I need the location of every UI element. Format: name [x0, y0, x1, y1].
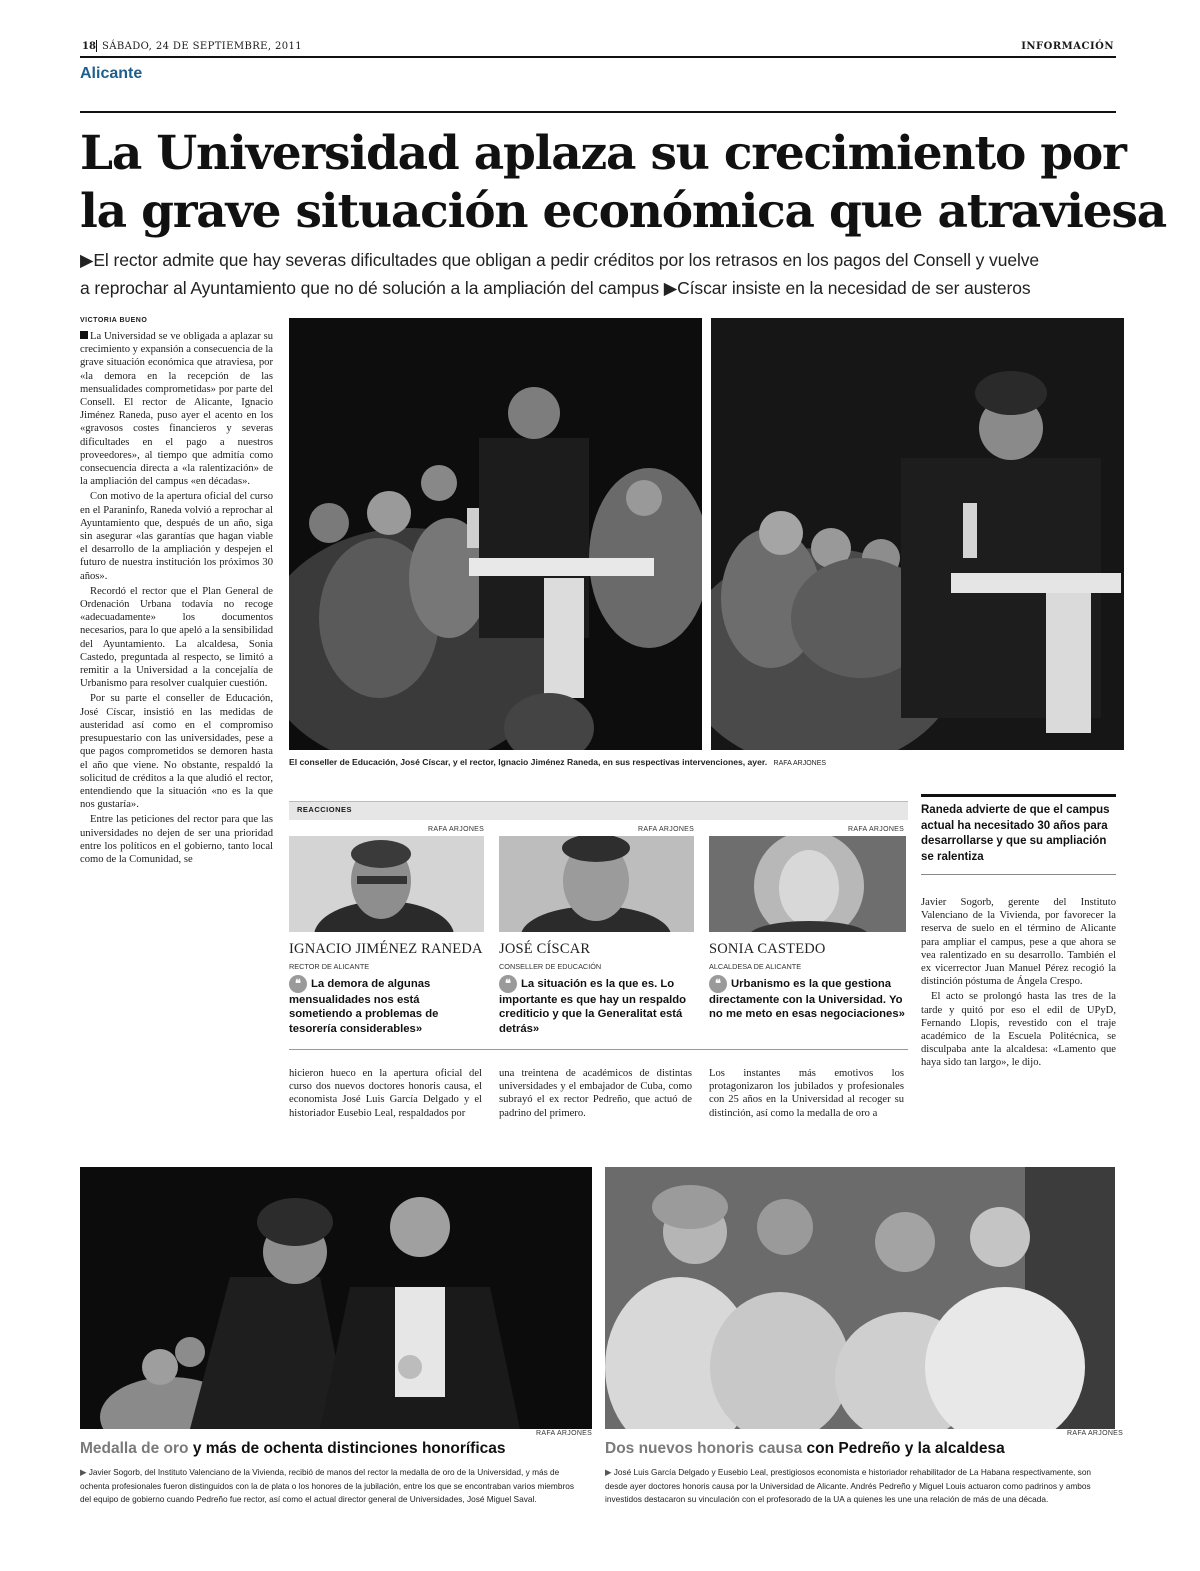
highlight-bottom-rule — [921, 874, 1116, 875]
highlight-top-rule — [921, 794, 1116, 797]
reaction-role: RECTOR DE ALICANTE — [289, 962, 370, 971]
newspaper-name: INFORMACIÓN — [1021, 41, 1114, 52]
reaction-name: IGNACIO JIMÉNEZ RANEDA — [289, 941, 483, 957]
issue-date: SÁBADO, 24 DE SEPTIEMBRE, 2011 — [102, 41, 303, 52]
paragraph: Entre las peticiones del rector para que las universidades no dejen de ser una prioridad entre los políticos en el gobierno, tanto local como de la Comunidad, se — [80, 814, 273, 865]
header-divider-tick — [96, 40, 97, 52]
column-3-text: una treintena de académicos de distintas universidades y el embajador de Cuba, como subrayó el ex rector Pedreño, que actuó de padrino del primero. — [499, 1068, 692, 1119]
photo-credit: RAFA ARJONES — [773, 760, 827, 767]
photo-rector-podium — [711, 318, 1124, 750]
quote-text: Urbanismo es la que gestiona directamente con la Universidad. Yo no me meto en esas negociaciones» — [709, 977, 905, 1021]
reaction-photo-credit: RAFA ARJONES — [638, 826, 695, 833]
caption-body: Javier Sogorb, del Instituto Valenciano de la Vivienda, recibió de manos del rector la medalla de oro de la Universidad, y más de ochenta profesionales fueron distinguidos con la de plata o los honores de la jubilación, entre los que se encontraban varios miembros del equipo de gobierno cuando Pedreño fue rector, así como el actual director general de Universidades, José Miguel Saval. — [80, 1467, 574, 1504]
section-label: Alicante — [80, 65, 143, 82]
quote-mark-icon: ❝ — [709, 975, 727, 993]
right-triangle-icon: ▶ — [663, 278, 678, 298]
bottom-photo-credit: RAFA ARJONES — [536, 1430, 593, 1437]
reaction-role: CONSELLER DE EDUCACIÓN — [499, 962, 602, 971]
right-triangle-icon: ▶ — [605, 1467, 612, 1477]
column-2-text: hicieron hueco en la apertura oficial del curso dos nuevos doctores honoris causa, el economista José Luis García Delgado y el historiador Eusebio Leal, respaldados por — [289, 1068, 482, 1119]
reaction-photo-credit: RAFA ARJONES — [428, 826, 485, 833]
quote-mark-icon: ❝ — [289, 975, 307, 993]
highlight-quote: Raneda advierte de que el campus actual ha necesitado 30 años para desarrollarse y que su ampliación se ralentiza — [921, 804, 1110, 863]
bottom-caption-title — [605, 1440, 1005, 1458]
subhead-line-1 — [80, 250, 1039, 271]
reaction-role: ALCALDESA DE ALICANTE — [709, 962, 802, 971]
reactions-bar — [289, 801, 908, 820]
paragraph: Por su parte el conseller de Educación, José Císcar, insistió en las medidas de austeridad así como en el compromiso presupuestario con las universidades, pese a que pagos comprometidos se demoren hasta el año que viene. No obstante, respaldó la solicitud de créditos a la que aludió el rector, entendiendo que la situación «no es la que nos gustaría». — [80, 693, 273, 811]
column-4-text: Los instantes más emotivos los protagonizaron los jubilados y profesionales con 25 años en la Universidad al recoger su distinción, así como la medalla de oro a — [709, 1068, 904, 1119]
right-triangle-icon: ▶ — [80, 1467, 87, 1477]
caption-body: José Luis García Delgado y Eusebio Leal, prestigiosos economista e historiador rehabilitador de La Habana respectivamente, son desde ayer doctores honoris causa por la Universidad de Alicante. Andrés Pedreño y Miguel Louis actuaron como padrinos y ambos investidos destacaron su vinculación con el profesorado de la UA a quienes les une una relación de más de una década. — [605, 1467, 1092, 1504]
paragraph: Recordó el rector que el Plan General de Ordenación Urbana todavía no recoge «adecuadamente» los documentos necesarios, para lo que apeló a la sensibilidad del Ayuntamiento. La alcaldesa, Sonia Castedo, preguntada al respecto, se limitó a remitir a la Universidad a la concejalía de Urbanismo para resolver cualquier cuestión. — [80, 585, 273, 690]
headline-line-2: la grave situación económica que atraviesa — [80, 184, 1166, 239]
reaction-photo-raneda — [289, 836, 484, 932]
photo-medal-ceremony — [80, 1167, 592, 1429]
reaction-photo-ciscar — [499, 836, 694, 932]
bottom-photo-credit: RAFA ARJONES — [1067, 1430, 1124, 1437]
bottom-caption-text — [80, 1466, 585, 1507]
reaction-name: JOSÉ CÍSCAR — [499, 941, 591, 957]
reaction-quote — [499, 975, 694, 1036]
caption-text: El conseller de Educación, José Císcar, y el rector, Ignacio Jiménez Raneda, en sus respectivas intervenciones, ayer. — [289, 757, 768, 767]
page-number: 18 — [82, 41, 96, 52]
reaction-photo-credit: RAFA ARJONES — [848, 826, 905, 833]
reaction-quote — [709, 975, 906, 1022]
reactions-bottom-rule — [289, 1049, 908, 1050]
paragraph-start-square — [80, 331, 88, 339]
byline: VICTORIA BUENO — [80, 317, 148, 324]
caption-title-accent: Medalla de oro — [80, 1440, 189, 1457]
quote-text: La situación es la que es. Lo importante es que hay un respaldo crediticio y que la Generalitat está detrás» — [499, 977, 687, 1035]
paragraph: Con motivo de la apertura oficial del curso en el Paraninfo, Raneda volvió a reprochar al Ayuntamiento que, después de un año, siga sin asegurar «las garantías que hagan viable el desarrollo de la ampliación y despejen el futuro de nuestra institución los próximos 30 años». — [80, 491, 273, 582]
subhead-text-1: El rector admite que hay severas dificultades que obligan a pedir créditos por los retrasos en los pagos del Consell y vuelve — [93, 250, 1040, 270]
caption-title-accent: Dos nuevos honoris causa — [605, 1440, 803, 1457]
section-rule — [80, 111, 1116, 113]
left-column-text — [80, 330, 273, 1150]
subhead-text-2a: a reprochar al Ayuntamiento que no dé solución a la ampliación del campus — [80, 278, 659, 298]
header-rule — [80, 56, 1116, 58]
reactions-label: REACCIONES — [297, 805, 353, 814]
right-column-text — [921, 896, 1116, 1150]
paragraph: El acto se prolongó hasta las tres de la tarde y quitó por eso el edil de UPyD, Fernando Llopis, revestido con el traje académico de la Escuela Politécnica, se disculpaba ante la alcaldesa: «Lamento que haya sido tan largo», le dijo. — [921, 991, 1116, 1069]
reaction-name: SONIA CASTEDO — [709, 941, 826, 957]
caption-title-rest: y más de ochenta distinciones honoríficas — [188, 1440, 506, 1457]
photo-ciscar-podium — [289, 318, 702, 750]
reaction-photo-castedo — [709, 836, 906, 932]
top-photos-caption — [289, 757, 826, 767]
subhead-line-2 — [80, 278, 1031, 299]
right-triangle-icon: ▶ — [80, 250, 94, 270]
headline-line-1: La Universidad aplaza su crecimiento por — [80, 126, 1126, 181]
reaction-quote — [289, 975, 484, 1036]
quote-mark-icon: ❝ — [499, 975, 517, 993]
subhead-text-2b: Císcar insiste en la necesidad de ser austeros — [677, 278, 1031, 298]
caption-title-rest: con Pedreño y la alcaldesa — [802, 1440, 1005, 1457]
bottom-caption-text — [605, 1466, 1110, 1507]
quote-text: La demora de algunas mensualidades nos está sometiendo a problemas de tesorería considerables» — [289, 977, 439, 1035]
bottom-caption-title — [80, 1440, 506, 1458]
paragraph: La Universidad se ve obligada a aplazar su crecimiento y expansión a consecuencia de la grave situación económica que atraviesa, por «la demora en la recepción de las mensualidades comprometidas» por parte del Consell. El rector de Alicante, Ignacio Jiménez Raneda, puso ayer el acento en los «gravosos costes financieros y severas dificultades en el pago a nuestros proveedores», al tiempo que admitía como consecuencia directa a «la ralentización» de la ampliación del campus «en décadas». — [80, 331, 273, 488]
photo-honoris-causa — [605, 1167, 1115, 1429]
paragraph: Javier Sogorb, gerente del Instituto Valenciano de la Vivienda, por favorecer la reserva de suelo en el término de Alicante para ampliar el campus, pese a que ahora se vea ralentizado en su desarrollo. También el ex vicerrector Juan Manuel Pérez recogió la distinción póstuma de Ángela Crespo. — [921, 897, 1116, 988]
